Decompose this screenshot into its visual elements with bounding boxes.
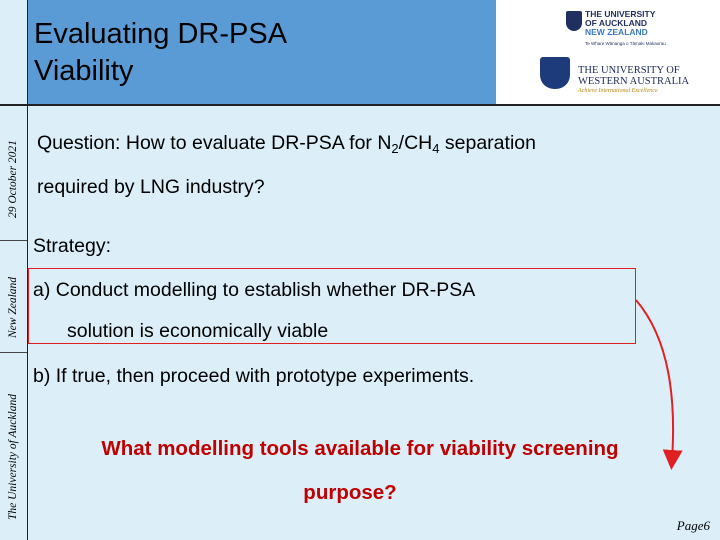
title-line-1: Evaluating DR-PSA (34, 18, 288, 50)
title-line-2: Viability (34, 55, 134, 87)
sidebar-university: The University of Auckland (7, 394, 19, 520)
sidebar-country: New Zealand (7, 276, 19, 338)
question-text: /CH (398, 132, 433, 154)
item-b: b) If true, then proceed with prototype experiments. (33, 365, 475, 387)
strategy-label: Strategy: (33, 235, 112, 257)
question-text: separation (439, 132, 536, 154)
page-number: Page6 (676, 518, 710, 533)
auckland-logo-subtitle: Te Whare Wānanga o Tāmaki Makaurau (585, 41, 666, 46)
item-a-line-1: a) Conduct modelling to establish whether DR-PSA (33, 279, 476, 301)
auckland-logo-line-1: THE UNIVERSITY (585, 9, 656, 19)
question-line-2: required by LNG industry? (37, 176, 265, 198)
emphasis-line-1: What modelling tools available for viability screening (101, 437, 619, 460)
auckland-logo-line-2: OF AUCKLAND (585, 18, 648, 28)
question-subscript: 2 (391, 141, 399, 156)
question-text: Question: How to evaluate DR-PSA for N (37, 132, 392, 154)
emphasis-line-2: purpose? (303, 481, 397, 504)
uwa-logo-line-2: WESTERN AUSTRALIA (578, 76, 690, 87)
question-subscript: 4 (432, 141, 440, 156)
uwa-logo-line-1: THE UNIVERSITY OF (578, 65, 680, 76)
auckland-logo-line-3: NEW ZEALAND (585, 27, 648, 37)
item-a-line-2: solution is economically viable (67, 320, 329, 342)
uwa-logo-subtitle: Achieve International Excellence (578, 88, 658, 94)
sidebar-date: 29 October 2021 (7, 140, 19, 218)
